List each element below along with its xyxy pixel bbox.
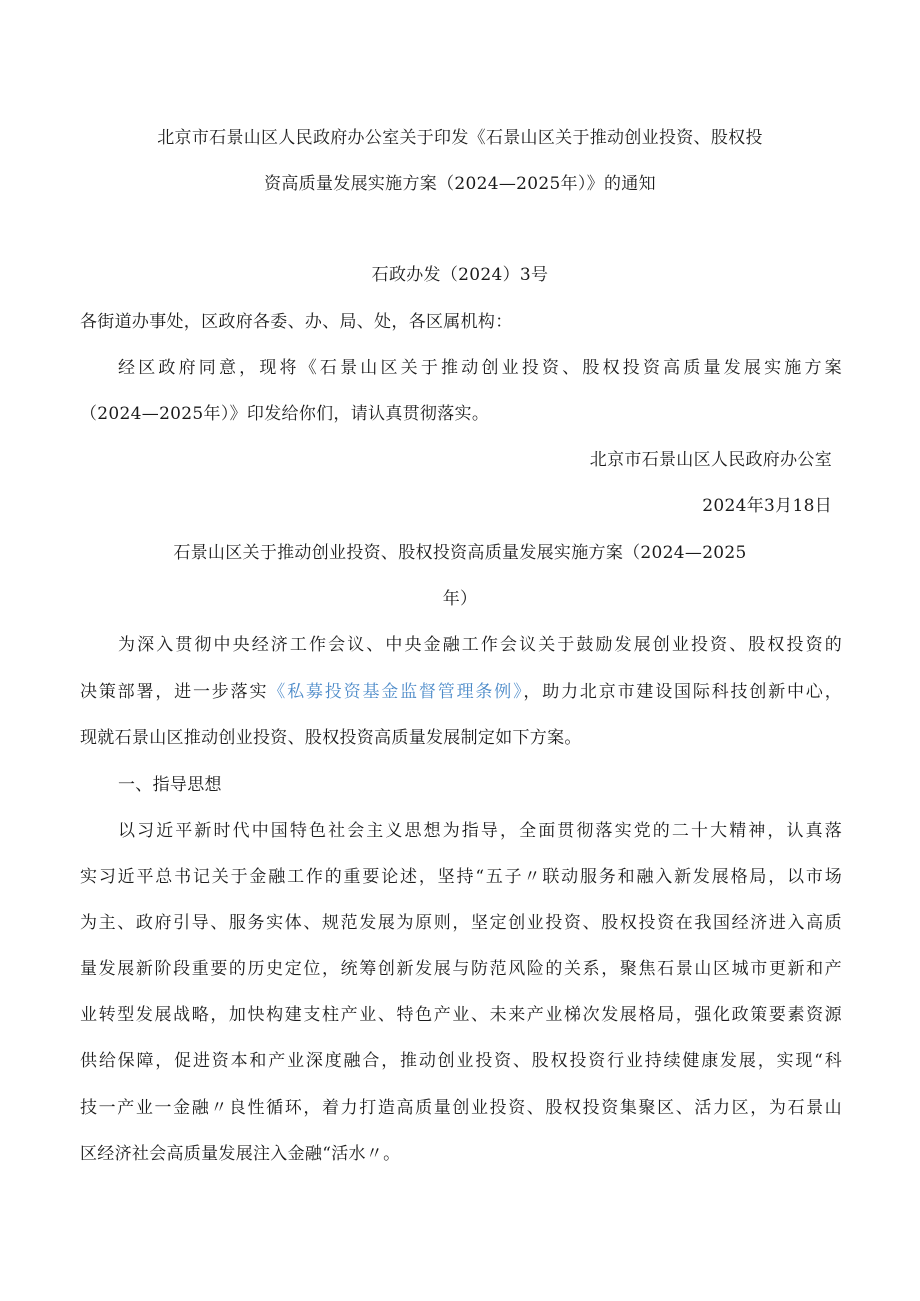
section-heading: 一、指导思想 xyxy=(118,775,222,795)
notice-title-line-2: 资高质量发展实施方案（2024—2025年）》的通知 xyxy=(264,174,656,194)
intro-line-1: 为深入贯彻中央经济工作会议、中央金融工作会议关于鼓励发展创业投资、股权投资的 xyxy=(118,635,842,655)
notice-body-line-1: 经区政府同意，现将《石景山区关于推动创业投资、股权投资高质量发展实施方案 xyxy=(118,358,842,378)
issuer-signature: 北京市石景山区人民政府办公室 xyxy=(589,450,832,470)
section-paragraph-line: 量发展新阶段重要的历史定位，统筹创新发展与防范风险的关系，聚焦石景山区城市更新和产 xyxy=(80,959,842,979)
intro-line-2-before: 决策部署，进一步落实 xyxy=(80,682,269,702)
section-paragraph-line: 技一产业一金融〃良性循环，着力打造高质量创业投资、股权投资集聚区、活力区，为石景山 xyxy=(80,1098,842,1118)
section-paragraph-line: 业转型发展战略，加快构建支柱产业、特色产业、未来产业梯次发展格局，强化政策要素资源 xyxy=(80,1005,842,1025)
intro-line-2-after: ，助力北京市建设国际科技创新中心， xyxy=(523,682,842,702)
regulation-link[interactable]: 《私募投资基金监督管理条例》 xyxy=(268,682,524,702)
section-paragraph-line: 为主、政府引导、服务实体、规范发展为原则，坚定创业投资、股权投资在我国经济进入高质 xyxy=(80,913,842,933)
issue-date: 2024年3月18日 xyxy=(702,496,832,516)
section-paragraph-line: 供给保障，促进资本和产业深度融合，推动创业投资、股权投资行业持续健康发展，实现“科 xyxy=(80,1051,842,1071)
section-paragraph-line: 以习近平新时代中国特色社会主义思想为指导，全面贯彻落实党的二十大精神，认真落 xyxy=(118,821,842,841)
notice-title-line-1: 北京市石景山区人民政府办公室关于印发《石景山区关于推动创业投资、股权投 xyxy=(157,128,763,148)
notice-body-line-2: （2024—2025年）》印发给你们，请认真贯彻落实。 xyxy=(80,404,490,424)
plan-title-line-1: 石景山区关于推动创业投资、股权投资高质量发展实施方案（2024—2025 xyxy=(173,543,747,563)
addressees: 各街道办事处，区政府各委、办、局、处，各区属机构： xyxy=(80,312,513,332)
document-number: 石政办发（2024）3号 xyxy=(371,265,549,285)
plan-title-line-2: 年） xyxy=(442,589,478,609)
section-paragraph-line: 区经济社会高质量发展注入金融“活水〃。 xyxy=(80,1144,401,1164)
intro-line-2 xyxy=(80,680,842,704)
intro-line-3: 现就石景山区推动创业投资、股权投资高质量发展制定如下方案。 xyxy=(80,728,582,748)
section-paragraph-line: 实习近平总书记关于金融工作的重要论述，坚持“五子〃联动服务和融入新发展格局，以市场 xyxy=(80,867,842,887)
